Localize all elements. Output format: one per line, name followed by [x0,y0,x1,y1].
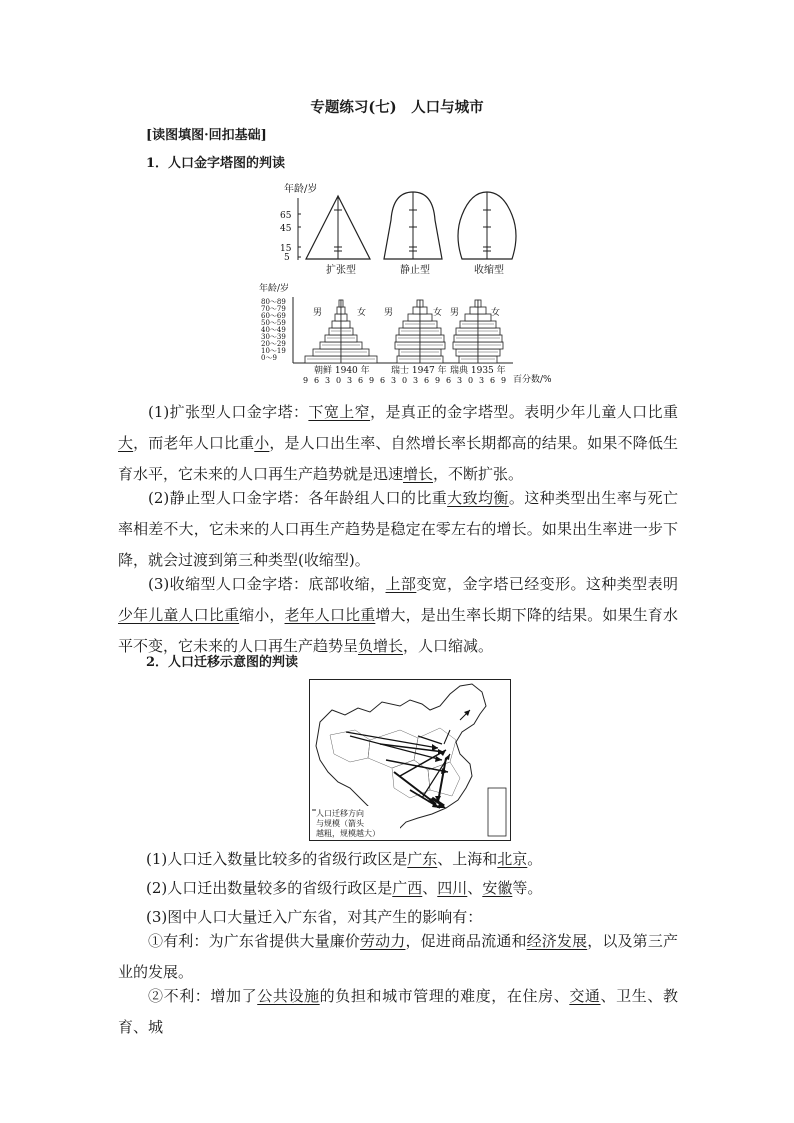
age-group-label: 80～89 [261,298,286,306]
pyramid-types-diagram [276,180,526,278]
blank-answer: 劳动力 [360,932,406,950]
svg-text:0: 0 [336,376,342,385]
caption-korea: 朝鲜 1940 年 [314,366,370,376]
svg-text:0: 0 [402,376,408,385]
paragraph-disadvantages: ②不利：增加了公共设施的负担和城市管理的难度，在住房、交通、卫生、教育、城 [118,987,678,1036]
paragraph-constrictive: (3)收缩型人口金字塔：底部收缩，上部变宽，金字塔已经变形。这种类型表明少年儿童人口比重缩小，老年人口比重增大，是出生率长期下降的结果。如果生育水平不变，它未来的人口再生产趋势呈负增长，人口缩减。 [118,575,678,655]
male-label: 男 [313,308,323,318]
svg-text:9: 9 [303,376,309,385]
caption-switzerland: 瑞士 1947 年 [391,366,447,376]
blank-answer: 负增长 [358,637,404,655]
caption-sweden: 瑞典 1935 年 [450,366,506,376]
blank-answer: 增长 [403,465,434,483]
paragraph-advantages: ①有利：为广东省提供大量廉价劳动力，促进商品流通和经济发展，以及第三产业的发展。 [118,932,678,981]
age-group-label: 30～39 [261,333,286,341]
svg-text:0: 0 [468,376,474,385]
blank-answer: 大 [118,434,134,452]
migration-map [309,679,511,841]
pyramid-sweden-1935 [450,300,503,363]
svg-text:9: 9 [501,376,507,385]
south-china-sea-inset [488,788,506,836]
pyramid-switzerland-1947 [384,300,445,363]
diagram1-y-tick: 45 [280,224,292,234]
diagram1-y-tick: 5 [284,253,290,263]
age-group-label: 50～59 [261,319,286,327]
svg-text:6: 6 [358,376,364,385]
blank-answer: 广西 [392,879,423,897]
blank-answer: 广东 [407,850,438,868]
blank-answer: 交通 [569,987,601,1005]
diagram1-y-title: 年龄/岁 [284,184,318,195]
svg-text:9: 9 [435,376,441,385]
male-label: 男 [384,308,394,318]
blank-answer: 少年儿童人口比重 [118,606,240,624]
blank-answer: 安徽 [482,879,513,897]
female-label: 女 [491,308,501,318]
line-q2-1: (1)人口迁入数量比较多的省级行政区是广东、上海和北京。 [146,850,543,868]
diagram1-y-tick: 65 [280,211,292,221]
diagram2-x-unit: 百分数/% [513,375,552,385]
blank-answer: 小 [254,434,270,452]
svg-text:3: 3 [325,376,331,385]
age-group-label: 20～29 [261,340,286,348]
svg-text:3: 3 [347,376,353,385]
map-legend-line: 越粗，规模越大） [316,829,380,838]
age-group-label: 60～69 [261,312,286,320]
blank-answer: 大致均衡 [447,489,509,507]
blank-answer: 北京 [497,850,528,868]
age-group-label: 40～49 [261,326,286,334]
svg-text:6: 6 [424,376,430,385]
diagram2-x-ticks [303,376,506,385]
blank-answer: 公共设施 [257,987,320,1005]
diagram1-y-tick: 15 [280,244,292,254]
blank-answer: 老年人口比重 [284,606,376,624]
line-q2-2: (2)人口迁出数量较多的省级行政区是广西、四川、安徽等。 [146,879,543,897]
paragraph-expansive: (1)扩张型人口金字塔：下宽上窄，是真正的金字塔型。表明少年儿童人口比重大，而老年人口比重小，是人口出生率、自然增长率长期都高的结果。如果不降低生育水平，它未来的人口再生产趋势就是迅速增长，不断扩张。 [118,403,678,483]
section-header: [读图填图·回扣基础] [146,128,267,143]
page-title: 专题练习(七) 人口与城市 [310,99,484,116]
svg-text:6: 6 [380,376,386,385]
svg-text:3: 3 [479,376,485,385]
blank-answer: 下宽上窄 [308,403,371,421]
svg-text:3: 3 [391,376,397,385]
country-pyramids-diagram [257,281,567,387]
question-1-heading: 1．人口金字塔图的判读 [146,156,286,171]
age-group-label: 10～19 [261,347,286,355]
svg-text:6: 6 [490,376,496,385]
svg-text:3: 3 [413,376,419,385]
svg-text:6: 6 [446,376,452,385]
blank-answer: 四川 [437,879,468,897]
female-label: 女 [357,308,367,318]
line-q2-3: (3)图中人口大量迁入广东省，对其产生的影响有： [146,908,483,926]
arrow-heads [428,710,470,808]
paragraph-stationary: (2)静止型人口金字塔：各年龄组人口的比重大致均衡。这种类型出生率与死亡率相差不大，它未来的人口再生产趋势是稳定在零左右的增长。如果出生率进一步下降，就会过渡到第三种类型(收缩型)。 [118,489,678,569]
svg-text:3: 3 [457,376,463,385]
question-2-heading: 2．人口迁移示意图的判读 [146,655,299,670]
map-legend-line: 人口迁移方向 [316,809,364,818]
stationary-label: 静止型 [400,265,430,276]
male-label: 男 [450,308,460,318]
svg-text:9: 9 [369,376,375,385]
svg-text:6: 6 [314,376,320,385]
female-label: 女 [433,308,443,318]
pyramid-korea-1940 [305,300,377,363]
age-group-label: 0～9 [261,354,277,362]
age-group-label: 70～79 [261,305,286,313]
expansive-label: 扩张型 [326,265,356,276]
diagram2-y-title: 年龄/岁 [259,284,290,294]
constrictive-label: 收缩型 [474,265,504,276]
map-legend-line: 与规模（箭头 [316,819,364,828]
blank-answer: 上部 [385,575,417,593]
blank-answer: 经济发展 [526,932,588,950]
